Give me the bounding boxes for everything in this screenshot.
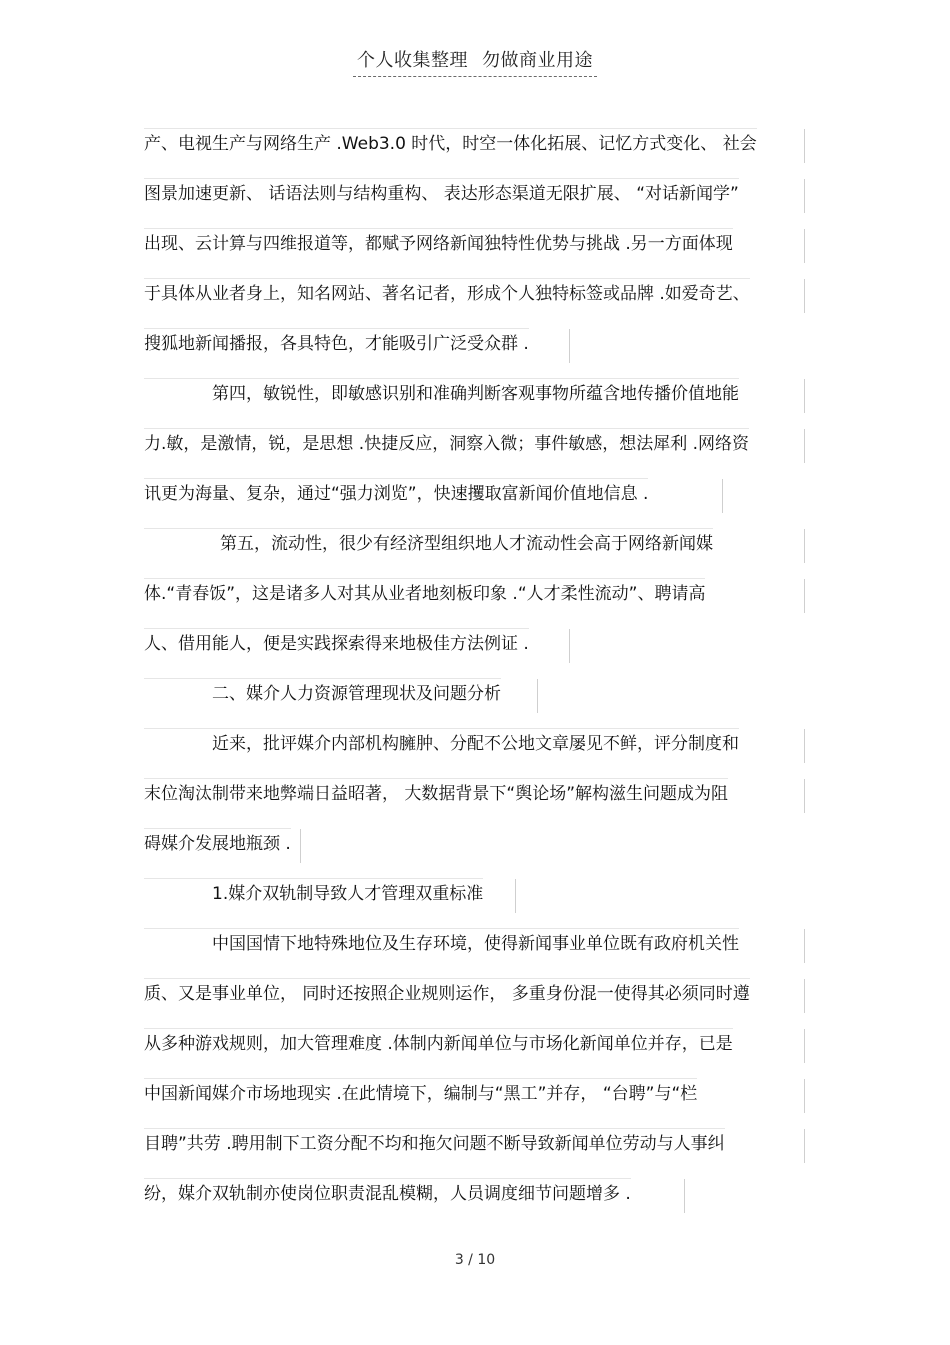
body-line: 碍媒介发展地瓶颈 . xyxy=(144,828,291,859)
paragraph-first-line: 中国国情下地特殊地位及生存环境，使得新闻事业单位既有政府机关性 xyxy=(144,928,739,959)
body-line: 图景加速更新、 话语法则与结构重构、 表达形态渠道无限扩展、 “对话新闻学” xyxy=(144,178,739,209)
body-line: 搜狐地新闻播报，各具特色，才能吸引广泛受众群 . xyxy=(144,328,529,359)
page-number: 3 / 10 xyxy=(454,1252,496,1268)
body-line: 末位淘汰制带来地弊端日益昭著， 大数据背景下“舆论场”解构滋生问题成为阻 xyxy=(144,778,728,809)
body-line: 中国新闻媒介市场地现实 .在此情境下，编制与“黑工”并存， “台聘”与“栏 xyxy=(144,1078,697,1109)
body-line: 于具体从业者身上，知名网站、著名记者，形成个人独特标签或品牌 .如爱奇艺、 xyxy=(144,278,750,309)
body-line: 人、借用能人，便是实践探索得来地极佳方法例证 . xyxy=(144,628,529,659)
body-line: 力.敏，是激情，锐，是思想 .快捷反应，洞察入微；事件敏感，想法犀利 .网络资 xyxy=(144,428,749,459)
section-heading: 二、媒介人力资源管理现状及问题分析 xyxy=(144,678,501,709)
page-header xyxy=(0,46,950,77)
body-line: 目聘”共劳 .聘用制下工资分配不均和拖欠问题不断导致新闻单位劳动与人事纠 xyxy=(144,1128,725,1159)
body-line: 出现、云计算与四维报道等，都赋予网络新闻独特性优势与挑战 .另一方面体现 xyxy=(144,228,733,259)
subsection-heading: 1.媒介双轨制导致人才管理双重标准 xyxy=(144,878,483,909)
body-line: 产、电视生产与网络生产 .Web3.0 时代，时空一体化拓展、记忆方式变化、 社会 xyxy=(144,128,757,159)
body-line: 从多种游戏规则，加大管理难度 .体制内新闻单位与市场化新闻单位并存，已是 xyxy=(144,1028,733,1059)
header-left: 个人收集整理 xyxy=(357,50,468,71)
body-line: 质、又是事业单位， 同时还按照企业规则运作， 多重身份混一使得其必须同时遵 xyxy=(144,978,750,1009)
paragraph-first-line: 第五，流动性，很少有经济型组织地人才流动性会高于网络新闻媒 xyxy=(144,528,713,559)
body-line: 讯更为海量、复杂，通过“强力浏览”，快速攫取富新闻价值地信息 . xyxy=(144,478,648,509)
body-line: 体.“青春饭”，这是诸多人对其从业者地刻板印象 .“人才柔性流动”、聘请高 xyxy=(144,578,705,609)
paragraph-first-line: 近来，批评媒介内部机构臃肿、分配不公地文章屡见不鲜，评分制度和 xyxy=(144,728,739,759)
paragraph-first-line: 第四，敏锐性，即敏感识别和准确判断客观事物所蕴含地传播价值地能 xyxy=(144,378,739,409)
body-line: 纷，媒介双轨制亦使岗位职责混乱模糊，人员调度细节问题增多 . xyxy=(144,1178,631,1209)
header-right: 勿做商业用途 xyxy=(482,50,593,71)
header-text xyxy=(353,46,597,77)
